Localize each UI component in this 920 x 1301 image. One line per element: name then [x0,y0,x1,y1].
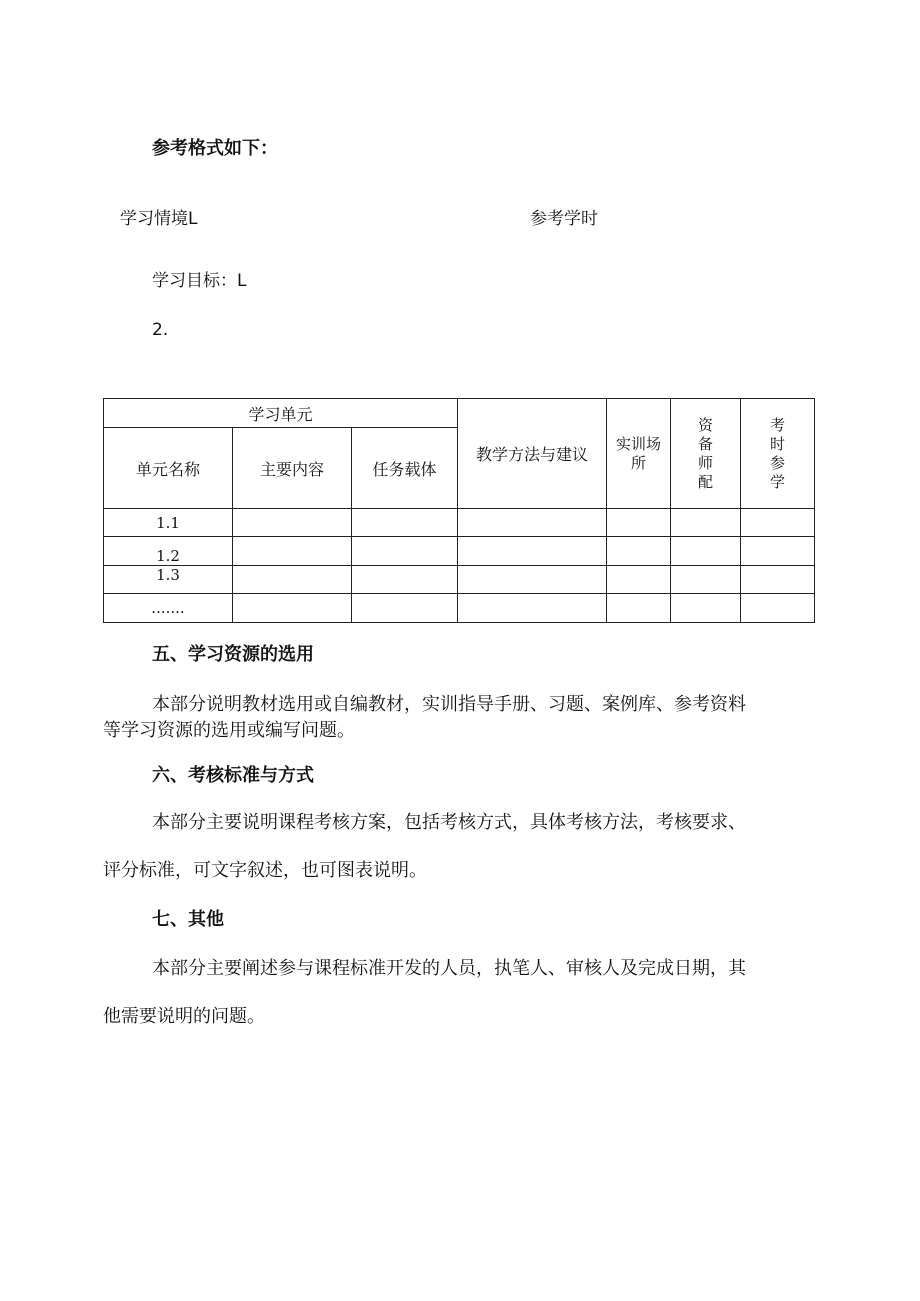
table-cell [233,594,352,623]
table-cell [607,537,671,566]
ref-format-title: 参考格式如下： [152,138,278,159]
table-cell [741,509,815,537]
section5-line1: 本部分说明教材选用或自编教材，实训指导手册、习题、案例库、参考资料 [152,694,746,715]
situation-label: 学习情境L [120,209,198,229]
table-cell [352,566,458,594]
row-label: 1.2 [104,537,233,566]
table-row [104,509,815,537]
header-task-carrier: 任务载体 [352,428,458,509]
table-cell [233,509,352,537]
table-cell [458,537,607,566]
header-teacher-text: 资备师配 [697,415,713,491]
table-cell [741,537,815,566]
table-cell [607,594,671,623]
hours-label: 参考学时 [530,209,598,229]
header-training-site-text: 实训场所 [615,434,661,472]
header-learning-unit: 学习单元 [104,399,458,428]
table-cell [458,566,607,594]
table-cell [741,566,815,594]
table-cell [352,537,458,566]
table-cell [671,509,741,537]
table-cell [671,594,741,623]
table-cell [671,537,741,566]
section6-line1: 本部分主要说明课程考核方案，包括考核方式，具体考核方法，考核要求、 [152,812,746,833]
row-label: 1.3 [104,566,233,594]
header-unit-name: 单元名称 [104,428,233,509]
table-cell [741,594,815,623]
units-table [103,398,815,623]
table-cell [671,566,741,594]
table-row [104,566,815,594]
objectives-label: 学习目标：L [152,271,247,291]
objective-item-2: 2. [152,320,169,340]
table-cell [233,537,352,566]
header-hours-text: 考时参学 [769,415,785,491]
section5-line2: 等学习资源的选用或编写问题。 [103,720,355,741]
table-cell [458,509,607,537]
row-label: ....... [104,594,233,623]
table-row [104,537,815,566]
section5-heading: 五、学习资源的选用 [152,644,314,665]
header-hours [741,399,815,509]
header-teacher [671,399,741,509]
section7-line2: 他需要说明的问题。 [103,1006,265,1027]
table-cell [607,566,671,594]
row-label: 1.1 [104,509,233,537]
table-cell [233,566,352,594]
table-cell [352,594,458,623]
table-cell [607,509,671,537]
table-cell [352,509,458,537]
header-main-content: 主要内容 [233,428,352,509]
section7-heading: 七、其他 [152,909,224,930]
section6-heading: 六、考核标准与方式 [152,765,314,786]
header-training-site [607,399,671,509]
table-cell [458,594,607,623]
section7-line1: 本部分主要阐述参与课程标准开发的人员，执笔人、审核人及完成日期，其 [152,958,746,979]
header-teaching-method: 教学方法与建议 [458,399,607,509]
table-row [104,594,815,623]
section6-line2: 评分标准，可文字叙述，也可图表说明。 [103,860,427,881]
